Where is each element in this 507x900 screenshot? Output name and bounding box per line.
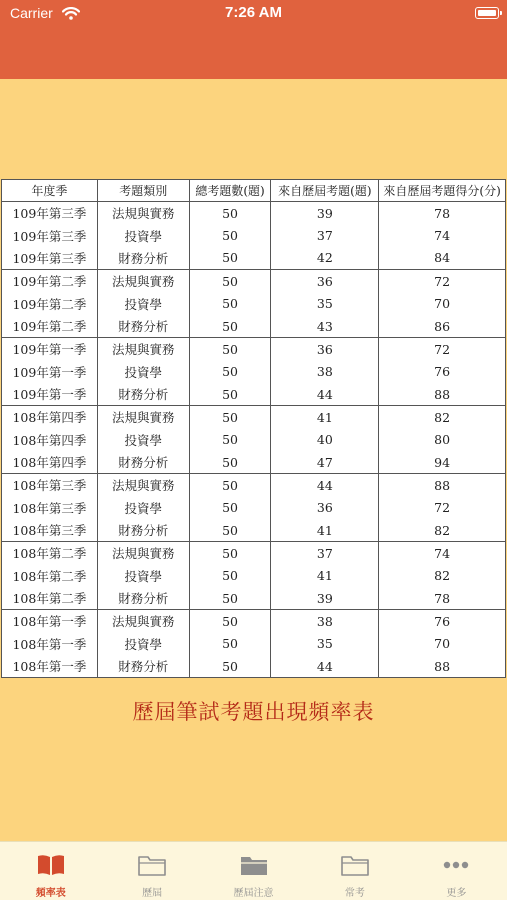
cell-past-score: 84 [379, 247, 506, 270]
table-row [2, 451, 506, 474]
tab-common[interactable] [304, 842, 405, 900]
cell-total-questions: 50 [189, 519, 271, 542]
table-row [2, 474, 506, 497]
cell-total-questions: 50 [189, 633, 271, 656]
table-row [2, 360, 506, 383]
cell-past-score: 82 [379, 406, 506, 429]
table-row [2, 542, 506, 565]
tab-past-exams[interactable] [101, 842, 202, 900]
header-past-questions: 來自歷屆考題(題) [271, 180, 379, 202]
cell-category: 投資學 [97, 633, 189, 656]
cell-category: 投資學 [97, 224, 189, 247]
cell-category: 法規與實務 [97, 474, 189, 497]
cell-past-questions: 35 [271, 292, 379, 315]
cell-total-questions: 50 [189, 496, 271, 519]
cell-past-score: 72 [379, 270, 506, 293]
cell-past-questions: 41 [271, 565, 379, 588]
table-row [2, 406, 506, 429]
cell-total-questions: 50 [189, 383, 271, 406]
table-row [2, 338, 506, 361]
table-row [2, 292, 506, 315]
tab-past-notes[interactable] [203, 842, 304, 900]
more-dots-icon [441, 852, 471, 878]
cell-total-questions: 50 [189, 610, 271, 633]
cell-season: 108年第一季 [2, 655, 98, 678]
table-row [2, 633, 506, 656]
cell-total-questions: 50 [189, 247, 271, 270]
cell-past-score: 74 [379, 542, 506, 565]
cell-past-score: 70 [379, 633, 506, 656]
table-row [2, 655, 506, 678]
cell-category: 投資學 [97, 428, 189, 451]
folder-outline-icon [340, 852, 370, 878]
cell-season: 109年第三季 [2, 247, 98, 270]
table-row [2, 315, 506, 338]
tab-label: 歷屆 [142, 888, 163, 899]
table-row [2, 202, 506, 225]
table-row [2, 224, 506, 247]
cell-season: 108年第二季 [2, 542, 98, 565]
cell-past-questions: 43 [271, 315, 379, 338]
cell-total-questions: 50 [189, 406, 271, 429]
cell-past-score: 88 [379, 474, 506, 497]
header-total-questions: 總考題數(題) [189, 180, 271, 202]
cell-category: 財務分析 [97, 519, 189, 542]
cell-past-score: 70 [379, 292, 506, 315]
navigation-bar [0, 28, 507, 79]
cell-total-questions: 50 [189, 474, 271, 497]
cell-past-score: 88 [379, 655, 506, 678]
table-row [2, 519, 506, 542]
table-row [2, 428, 506, 451]
cell-total-questions: 50 [189, 565, 271, 588]
cell-season: 108年第三季 [2, 474, 98, 497]
cell-season: 109年第一季 [2, 338, 98, 361]
cell-season: 109年第一季 [2, 360, 98, 383]
cell-past-questions: 36 [271, 338, 379, 361]
cell-total-questions: 50 [189, 224, 271, 247]
cell-past-score: 94 [379, 451, 506, 474]
cell-category: 財務分析 [97, 247, 189, 270]
cell-past-score: 88 [379, 383, 506, 406]
tab-bar [0, 841, 507, 900]
table-row [2, 383, 506, 406]
cell-category: 投資學 [97, 292, 189, 315]
tab-label: 常考 [344, 888, 365, 899]
table-row [2, 610, 506, 633]
cell-category: 法規與實務 [97, 406, 189, 429]
cell-past-questions: 36 [271, 270, 379, 293]
table-row [2, 270, 506, 293]
cell-category: 投資學 [97, 496, 189, 519]
cell-total-questions: 50 [189, 587, 271, 610]
cell-past-score: 82 [379, 519, 506, 542]
cell-season: 108年第三季 [2, 496, 98, 519]
cell-past-score: 86 [379, 315, 506, 338]
cell-category: 財務分析 [97, 587, 189, 610]
cell-category: 法規與實務 [97, 610, 189, 633]
folder-outline-icon [137, 852, 167, 878]
tab-frequency[interactable] [0, 842, 101, 900]
cell-past-score: 74 [379, 224, 506, 247]
cell-past-questions: 42 [271, 247, 379, 270]
cell-past-questions: 44 [271, 655, 379, 678]
cell-past-questions: 41 [271, 406, 379, 429]
cell-season: 108年第一季 [2, 610, 98, 633]
cell-season: 108年第二季 [2, 565, 98, 588]
cell-past-questions: 39 [271, 587, 379, 610]
table-caption: 歷屆筆試考題出現頻率表 [132, 700, 375, 724]
cell-total-questions: 50 [189, 655, 271, 678]
header-season: 年度季 [2, 180, 98, 202]
cell-total-questions: 50 [189, 315, 271, 338]
cell-season: 108年第二季 [2, 587, 98, 610]
cell-season: 108年第四季 [2, 451, 98, 474]
table-row [2, 587, 506, 610]
cell-past-questions: 38 [271, 360, 379, 383]
cell-past-questions: 37 [271, 542, 379, 565]
cell-season: 108年第四季 [2, 406, 98, 429]
tab-label: 歷屆注意 [233, 888, 274, 899]
cell-past-questions: 40 [271, 428, 379, 451]
cell-past-score: 76 [379, 360, 506, 383]
cell-total-questions: 50 [189, 202, 271, 225]
book-icon [36, 852, 66, 878]
cell-category: 財務分析 [97, 451, 189, 474]
cell-season: 109年第二季 [2, 315, 98, 338]
header-category: 考題類別 [97, 180, 189, 202]
cell-past-score: 72 [379, 496, 506, 519]
cell-past-questions: 47 [271, 451, 379, 474]
cell-category: 法規與實務 [97, 338, 189, 361]
cell-past-questions: 44 [271, 383, 379, 406]
carrier-label: Carrier [10, 5, 53, 21]
cell-past-questions: 37 [271, 224, 379, 247]
cell-past-score: 80 [379, 428, 506, 451]
cell-category: 投資學 [97, 565, 189, 588]
clock: 7:26 AM [225, 4, 282, 21]
cell-total-questions: 50 [189, 542, 271, 565]
cell-season: 109年第二季 [2, 292, 98, 315]
cell-season: 109年第三季 [2, 202, 98, 225]
cell-category: 法規與實務 [97, 202, 189, 225]
cell-season: 108年第一季 [2, 633, 98, 656]
cell-category: 財務分析 [97, 315, 189, 338]
cell-past-questions: 39 [271, 202, 379, 225]
cell-total-questions: 50 [189, 428, 271, 451]
cell-past-questions: 36 [271, 496, 379, 519]
table-row [2, 247, 506, 270]
cell-category: 法規與實務 [97, 270, 189, 293]
cell-season: 109年第一季 [2, 383, 98, 406]
cell-past-score: 78 [379, 202, 506, 225]
cell-season: 108年第三季 [2, 519, 98, 542]
cell-past-score: 76 [379, 610, 506, 633]
table-row [2, 496, 506, 519]
frequency-table [1, 179, 506, 678]
cell-category: 財務分析 [97, 655, 189, 678]
tab-label: 更多 [446, 888, 467, 899]
cell-total-questions: 50 [189, 338, 271, 361]
cell-category: 投資學 [97, 360, 189, 383]
cell-past-questions: 41 [271, 519, 379, 542]
battery-icon [475, 7, 499, 19]
cell-past-score: 82 [379, 565, 506, 588]
cell-past-questions: 44 [271, 474, 379, 497]
cell-total-questions: 50 [189, 451, 271, 474]
tab-more[interactable] [406, 842, 507, 900]
folder-filled-icon [239, 852, 269, 878]
table-row [2, 565, 506, 588]
table-header-row [2, 180, 506, 202]
cell-category: 財務分析 [97, 383, 189, 406]
cell-past-questions: 35 [271, 633, 379, 656]
cell-past-questions: 38 [271, 610, 379, 633]
cell-past-score: 78 [379, 587, 506, 610]
header-past-score: 來自歷屆考題得分(分) [379, 180, 506, 202]
status-bar [0, 0, 507, 28]
cell-season: 109年第二季 [2, 270, 98, 293]
cell-total-questions: 50 [189, 360, 271, 383]
tab-label: 頻率表 [35, 888, 66, 899]
cell-category: 法規與實務 [97, 542, 189, 565]
cell-season: 109年第三季 [2, 224, 98, 247]
cell-past-score: 72 [379, 338, 506, 361]
cell-season: 108年第四季 [2, 428, 98, 451]
cell-total-questions: 50 [189, 270, 271, 293]
cell-total-questions: 50 [189, 292, 271, 315]
